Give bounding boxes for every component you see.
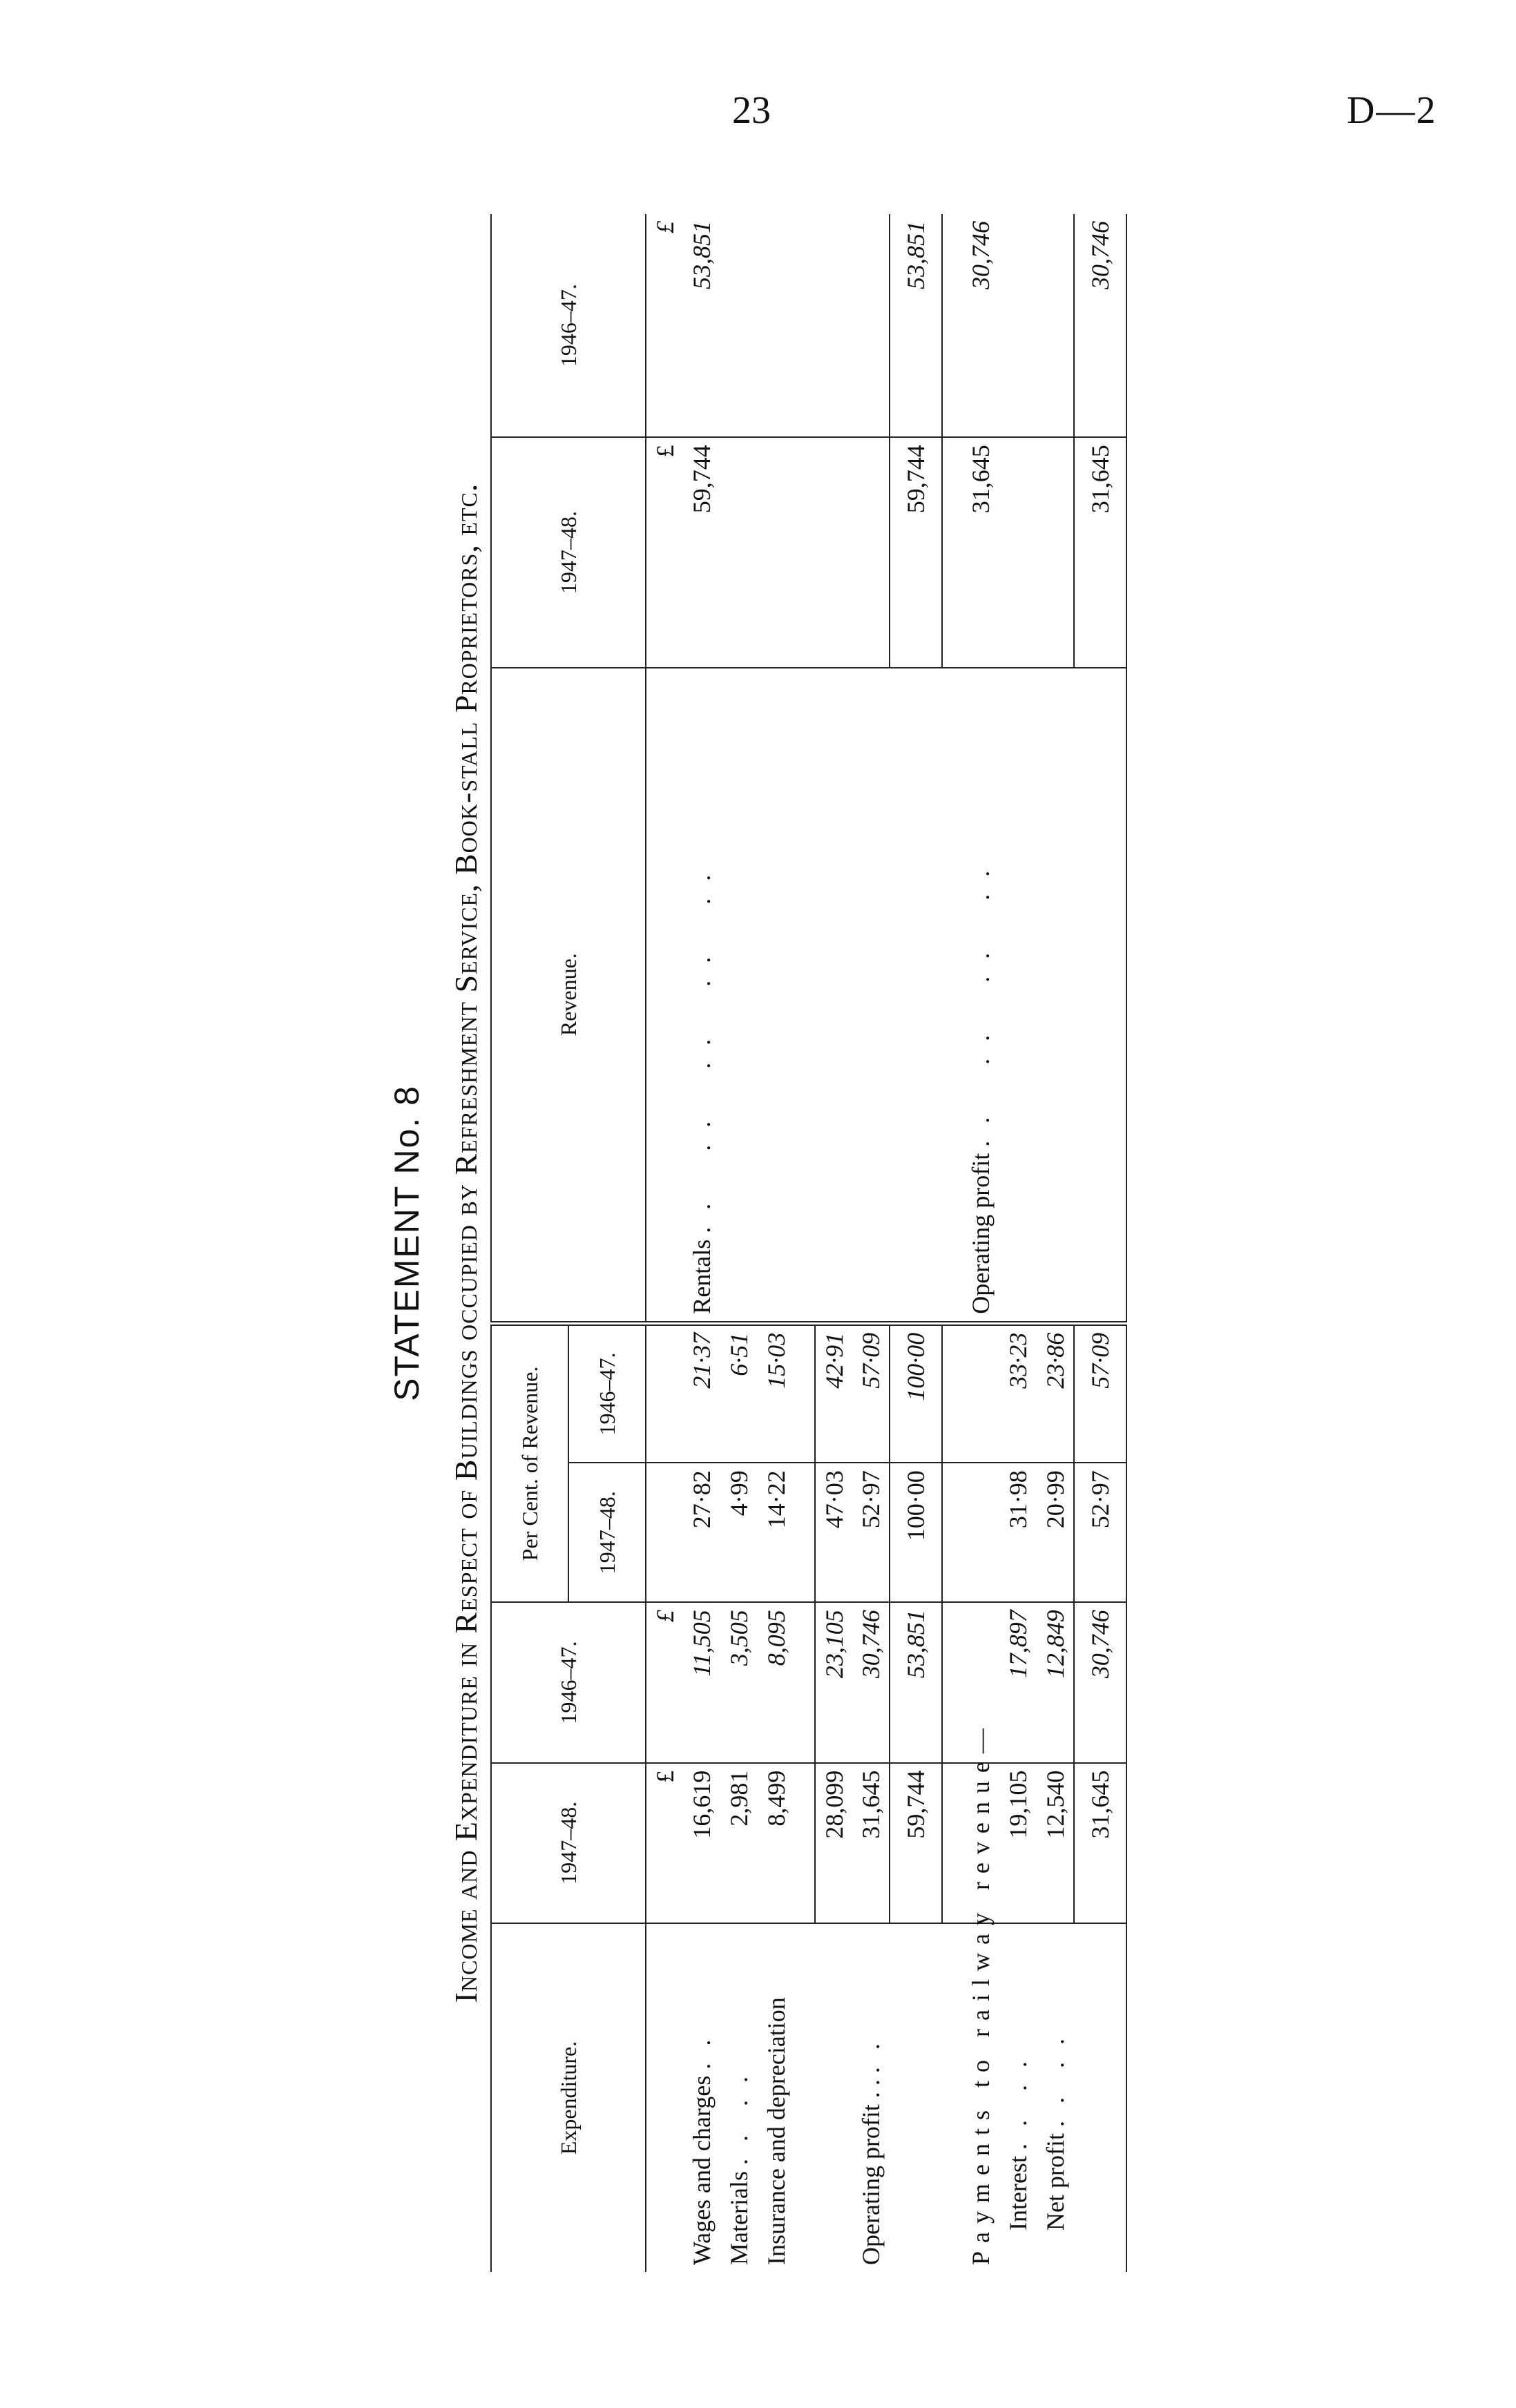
- table-row: [1037, 214, 1074, 2272]
- header-rev-year-a: 1947–48.: [491, 437, 646, 667]
- header-pct-year-a: 1947–48.: [568, 1463, 646, 1602]
- rev-value-b: 53,851: [683, 214, 720, 437]
- pct-value-a: 4·99: [720, 1463, 758, 1602]
- header-exp-year-b: 1946–47.: [491, 1602, 646, 1762]
- pct-total-a: 100·00: [890, 1463, 942, 1602]
- rev-total-a: 59,744: [890, 437, 942, 667]
- exp-value-a: 31,645: [852, 1763, 890, 1923]
- pct-total-b: 57·09: [1074, 1323, 1126, 1463]
- currency-symbol: £: [646, 214, 683, 437]
- pct-value-a: 31·98: [999, 1463, 1037, 1602]
- pct-value-a: 14·22: [758, 1463, 795, 1602]
- exp-total-a: 59,744: [890, 1763, 942, 1923]
- row-label: Interest . . . .: [1004, 2056, 1032, 2231]
- total-row: [890, 214, 942, 2272]
- row-label: Net profit . . . .: [1042, 2033, 1069, 2231]
- pct-value-a: 27·82: [683, 1463, 720, 1602]
- currency-symbol: £: [646, 1763, 683, 1923]
- pct-subtotal-b: 42·91: [815, 1323, 852, 1463]
- header-expenditure: Expenditure.: [491, 1923, 646, 2272]
- exp-value-a: 12,540: [1037, 1763, 1074, 1923]
- header-per-cent: Per Cent. of Revenue.: [491, 1323, 568, 1602]
- row-label: Wages and charges . .: [688, 2034, 716, 2265]
- pct-total-a: 52·97: [1074, 1463, 1126, 1602]
- table-row: [758, 214, 795, 2272]
- header-pct-year-b: 1946–47.: [568, 1323, 646, 1463]
- header-rev-year-b: 1946–47.: [491, 214, 646, 437]
- header-exp-year-a: 1947–48.: [491, 1763, 646, 1923]
- pct-value-a: 52·97: [852, 1463, 890, 1602]
- rev-total-b: 53,851: [890, 214, 942, 437]
- exp-value-b: 11,505: [683, 1602, 720, 1762]
- exp-value-a: 19,105: [999, 1763, 1037, 1923]
- table-row: [999, 214, 1037, 2272]
- exp-total-b: 53,851: [890, 1602, 942, 1762]
- exp-total-a: 31,645: [1074, 1763, 1126, 1923]
- income-expenditure-table: [490, 214, 1127, 2272]
- pct-value-a: 20·99: [1037, 1463, 1074, 1602]
- row-label: Insurance and depreciation: [762, 1997, 790, 2265]
- row-label: Materials . . . .: [725, 2071, 753, 2265]
- subtotal-row: [815, 214, 852, 2272]
- exp-value-b: 3,505: [720, 1602, 758, 1762]
- currency-symbol: £: [646, 437, 683, 667]
- rev-total-b: 30,746: [1074, 214, 1126, 437]
- exp-value-b: 12,849: [1037, 1602, 1074, 1762]
- rev-value-a: 31,645: [962, 437, 999, 667]
- pct-value-b: 33·23: [999, 1323, 1037, 1463]
- table-row: [962, 214, 999, 2272]
- page-number: 23: [732, 89, 771, 132]
- payments-heading: Payments to railway revenue—: [967, 1720, 995, 2265]
- pct-value-b: 6·51: [720, 1323, 758, 1463]
- revenue-label: Rentals . . . . . . . . . .: [683, 668, 720, 1324]
- rotated-statement: [387, 186, 1216, 2300]
- pct-subtotal-a: 47·03: [815, 1463, 852, 1602]
- rev-total-a: 31,645: [1074, 437, 1126, 667]
- exp-total-b: 30,746: [1074, 1602, 1126, 1762]
- exp-value-b: 30,746: [852, 1602, 890, 1762]
- exp-value-a: 8,499: [758, 1763, 795, 1923]
- pct-value-b: 57·09: [852, 1323, 890, 1463]
- total-row: [1074, 214, 1126, 2272]
- exp-subtotal-b: 23,105: [815, 1602, 852, 1762]
- table-row: [683, 214, 720, 2272]
- exp-value-a: 2,981: [720, 1763, 758, 1923]
- exp-subtotal-a: 28,099: [815, 1763, 852, 1923]
- pct-value-b: 15·03: [758, 1323, 795, 1463]
- header-revenue: Revenue.: [491, 668, 646, 1324]
- table-row: [720, 214, 758, 2272]
- exp-value-a: 16,619: [683, 1763, 720, 1923]
- pct-value-b: 23·86: [1037, 1323, 1074, 1463]
- rev-value-b: 30,746: [962, 214, 999, 437]
- document-reference: D—2: [1347, 89, 1437, 132]
- pct-total-b: 100·00: [890, 1323, 942, 1463]
- revenue-label: Operating profit . . . . . . . .: [962, 668, 999, 1324]
- row-label: Operating profit . . . .: [857, 2038, 885, 2265]
- rev-value-a: 59,744: [683, 437, 720, 667]
- pct-value-b: 21·37: [683, 1323, 720, 1463]
- statement-title: STATEMENT No. 8: [387, 1085, 426, 1401]
- statement-subtitle: Income and Expenditure in Respect of Buildings occupied by Refreshment Service, Book-stall Proprietors, etc.: [448, 483, 483, 2003]
- table-row: [852, 214, 890, 2272]
- currency-symbol: £: [646, 1602, 683, 1762]
- exp-value-b: 8,095: [758, 1602, 795, 1762]
- exp-value-b: 17,897: [999, 1602, 1037, 1762]
